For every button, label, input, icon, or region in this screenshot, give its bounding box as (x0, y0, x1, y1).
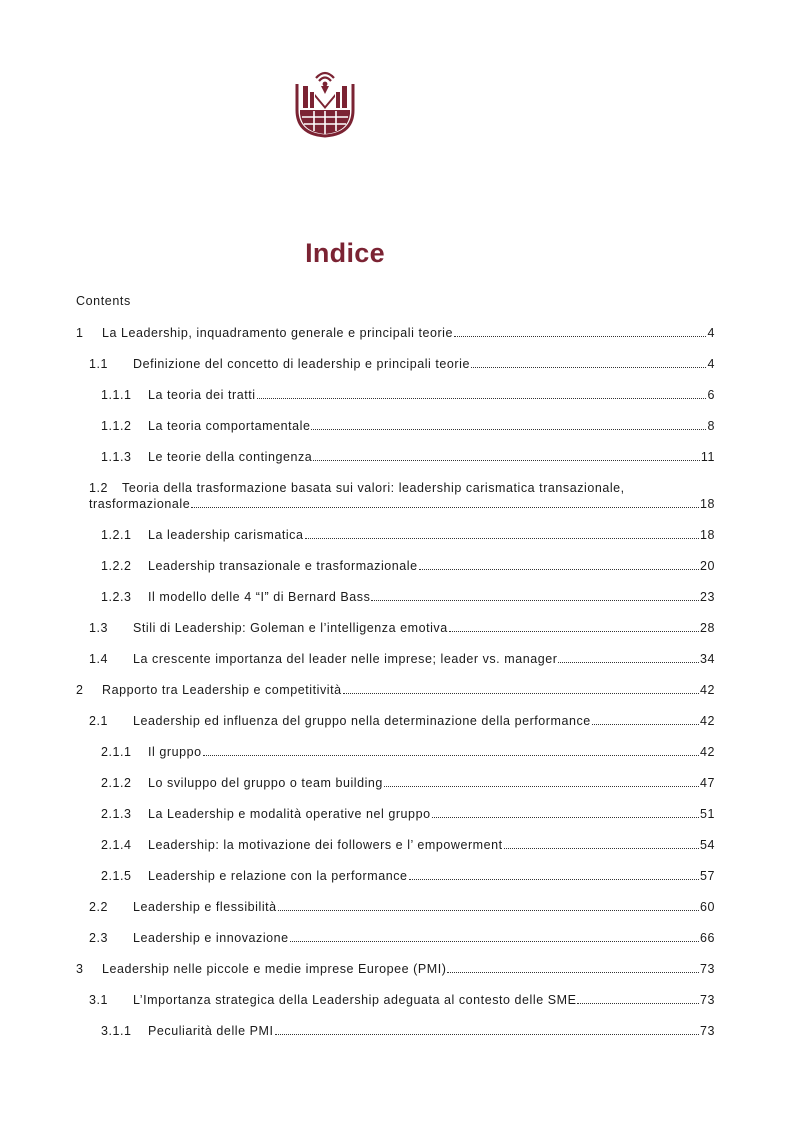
toc-leader-dots (278, 910, 699, 911)
toc-entry[interactable] (101, 745, 715, 759)
toc-entry[interactable] (89, 481, 625, 495)
toc-leader-dots (191, 507, 699, 508)
toc-leader-dots (311, 429, 706, 430)
toc-number: 1.4 (89, 652, 109, 666)
toc-leader-dots (290, 941, 699, 942)
toc-title: La teoria dei tratti (148, 388, 256, 402)
toc-leader-dots (471, 367, 707, 368)
toc-number: 1.1 (89, 357, 109, 371)
toc-entry[interactable] (76, 962, 715, 976)
toc-entry[interactable] (89, 931, 715, 945)
toc-entry[interactable] (89, 621, 715, 635)
toc-title: Il gruppo (148, 745, 202, 759)
toc-page-number: 8 (707, 419, 715, 433)
toc-entry[interactable] (89, 357, 715, 371)
toc-page-number: 73 (699, 1024, 715, 1038)
toc-number: 1.2.3 (101, 590, 132, 604)
toc-number: 2.1.5 (101, 869, 132, 883)
toc-title: Leadership e flessibilità (133, 900, 277, 914)
toc-number: 2.1.3 (101, 807, 132, 821)
toc-number: 1.3 (89, 621, 109, 635)
toc-number: 2 (76, 683, 84, 697)
toc-number: 2.3 (89, 931, 109, 945)
toc-title: L’Importanza strategica della Leadership adeguata al contesto delle SME (133, 993, 577, 1007)
toc-number: 3.1 (89, 993, 109, 1007)
toc-page-number: 11 (700, 450, 715, 464)
toc-leader-dots (454, 336, 706, 337)
toc-entry[interactable] (89, 652, 715, 666)
toc-title: Rapporto tra Leadership e competitività (102, 683, 342, 697)
toc-leader-dots (432, 817, 699, 818)
toc-title: Definizione del concetto di leadership e principali teorie (133, 357, 470, 371)
toc-number: 1.1.3 (101, 450, 132, 464)
toc-leader-dots (449, 631, 699, 632)
toc-page-number: 20 (699, 559, 715, 573)
toc-leader-dots (305, 538, 699, 539)
toc-title: Peculiarità delle PMI (148, 1024, 274, 1038)
toc-title: Leadership nelle piccole e medie imprese Europee (PMI) (102, 962, 447, 976)
toc-entry[interactable] (101, 388, 715, 402)
toc-page-number: 4 (707, 326, 715, 340)
toc-leader-dots (419, 569, 699, 570)
toc-entry[interactable] (101, 559, 715, 573)
toc-entry[interactable] (76, 326, 715, 340)
toc-page-number: 34 (699, 652, 715, 666)
toc-title: Leadership e innovazione (133, 931, 289, 945)
toc-entry[interactable] (89, 993, 715, 1007)
toc-number: 1.2 (89, 481, 109, 495)
toc-page-number: 57 (699, 869, 715, 883)
toc-leader-dots (313, 460, 700, 461)
toc-entry[interactable] (101, 419, 715, 433)
toc-leader-dots (257, 398, 707, 399)
toc-entry[interactable] (101, 528, 715, 542)
toc-entry[interactable] (76, 683, 715, 697)
toc-entry-continuation[interactable] (89, 497, 715, 511)
toc-title: Leadership: la motivazione dei followers e l’ empowerment (148, 838, 503, 852)
toc-number: 1.2.2 (101, 559, 132, 573)
toc-number: 1.2.1 (101, 528, 132, 542)
toc-title: Stili di Leadership: Goleman e l’intelligenza emotiva (133, 621, 448, 635)
toc-page-number: 54 (699, 838, 715, 852)
toc-title-continuation: trasformazionale (89, 497, 191, 511)
toc-page-number: 18 (699, 528, 715, 542)
toc-title: La Leadership e modalità operative nel gruppo (148, 807, 431, 821)
toc-leader-dots (447, 972, 699, 973)
toc-leader-dots (504, 848, 699, 849)
toc-number: 1.1.1 (101, 388, 132, 402)
toc-entry[interactable] (101, 1024, 715, 1038)
toc-number: 3 (76, 962, 84, 976)
toc-leader-dots (592, 724, 699, 725)
toc-title: La leadership carismatica (148, 528, 304, 542)
toc-page-number: 51 (699, 807, 715, 821)
toc-entry[interactable] (101, 838, 715, 852)
toc-leader-dots (343, 693, 699, 694)
toc-page-number: 42 (699, 745, 715, 759)
toc-title: Teoria della trasformazione basata sui valori: leadership carismatica transazionale, (122, 481, 625, 495)
toc-page-number: 73 (699, 962, 715, 976)
toc-title: Le teorie della contingenza (148, 450, 313, 464)
page-title: Indice (305, 238, 385, 268)
toc-leader-dots (371, 600, 699, 601)
toc-number: 2.1.1 (101, 745, 132, 759)
toc-number: 1.1.2 (101, 419, 132, 433)
contents-label: Contents (76, 294, 131, 308)
toc-title: La teoria comportamentale (148, 419, 311, 433)
toc-number: 2.2 (89, 900, 109, 914)
toc-page-number: 42 (699, 683, 715, 697)
toc-page-number: 73 (699, 993, 715, 1007)
toc-entry[interactable] (101, 450, 715, 464)
toc-number: 3.1.1 (101, 1024, 132, 1038)
toc-title: Leadership transazionale e trasformazionale (148, 559, 418, 573)
toc-title: Il modello delle 4 “I” di Bernard Bass (148, 590, 371, 604)
toc-page-number: 4 (707, 357, 715, 371)
toc-page-number: 66 (699, 931, 715, 945)
toc-leader-dots (577, 1003, 699, 1004)
toc-leader-dots (275, 1034, 699, 1035)
toc-leader-dots (384, 786, 699, 787)
toc-leader-dots (558, 662, 699, 663)
toc-number: 1 (76, 326, 84, 340)
toc-page-number: 23 (699, 590, 715, 604)
toc-entry[interactable] (101, 776, 715, 790)
toc-page-number: 42 (699, 714, 715, 728)
toc-page-number: 18 (699, 497, 715, 511)
toc-entry[interactable] (101, 590, 715, 604)
toc-page-number: 47 (699, 776, 715, 790)
toc-entry[interactable] (89, 900, 715, 914)
toc-title: Leadership e relazione con la performance (148, 869, 408, 883)
toc-number: 2.1 (89, 714, 109, 728)
toc-leader-dots (203, 755, 699, 756)
toc-entry[interactable] (101, 807, 715, 821)
toc-page-number: 28 (699, 621, 715, 635)
toc-page-number: 60 (699, 900, 715, 914)
toc-leader-dots (409, 879, 699, 880)
toc-title: Leadership ed influenza del gruppo nella determinazione della performance (133, 714, 591, 728)
toc-title: La Leadership, inquadramento generale e principali teorie (102, 326, 454, 340)
toc-title: La crescente importanza del leader nelle imprese; leader vs. manager (133, 652, 558, 666)
toc-page-number: 6 (707, 388, 715, 402)
toc-number: 2.1.4 (101, 838, 132, 852)
toc-title: Lo sviluppo del gruppo o team building (148, 776, 383, 790)
toc-entry[interactable] (89, 714, 715, 728)
toc-entry[interactable] (101, 869, 715, 883)
toc-number: 2.1.2 (101, 776, 132, 790)
